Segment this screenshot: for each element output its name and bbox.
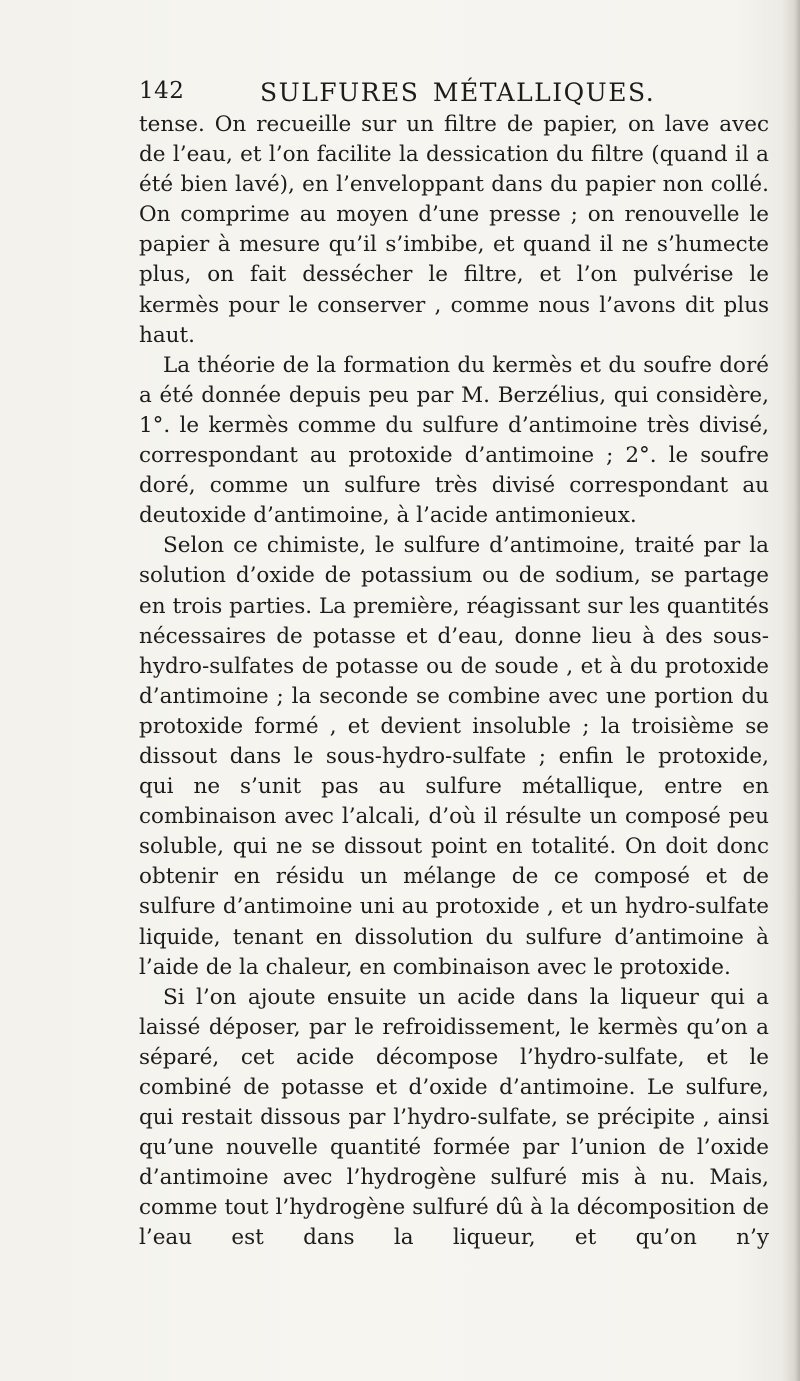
page-number: 142 xyxy=(139,78,185,104)
page-edge-shadow xyxy=(782,0,800,1381)
body-text xyxy=(139,110,769,1254)
running-title: SULFURES MÉTALLIQUES. xyxy=(260,78,656,107)
paragraph-continuation: tense. On recueille sur un filtre de papier, on lave avec de l’eau, et l’on facilite la dessication du filtre (quand il a été bien lavé), en l’enveloppant dans du papier non collé. On comprime au moyen d’une presse ; on renouvelle le papier à mesure qu’il s’imbibe, et quand il ne s’humecte plus, on fait dessécher le filtre, et l’on pulvérise le kermès pour le conserver , comme nous l’avons dit plus haut. xyxy=(139,112,769,348)
page-header xyxy=(139,78,799,114)
paragraph-selon-ce-chimiste: Selon ce chimiste, le sulfure d’antimoine, traité par la solution d’oxide de potassium ou de sodium, se partage en trois parties. La première, réagissant sur les quantités nécessaires de potasse et d’eau, donne lieu à des sous-hydro-sulfates de potasse ou de soude , et à du protoxide d’antimoine ; la seconde se combine avec une portion du protoxide formé , et devient insoluble ; la troisième se dissout dans le sous-hydro-sulfate ; enfin le protoxide, qui ne s’unit pas au sulfure métallique, entre en combinaison avec l’alcali, d’où il résulte un composé peu soluble, qui ne se dissout point en totalité. On doit donc obtenir en résidu un mélange de ce composé et de sulfure d’antimoine uni au protoxide , et un hydro-sulfate liquide, tenant en dissolution du sulfure d’antimoine à l’aide de la chaleur, en combinaison avec le protoxide. xyxy=(139,533,769,980)
paragraph-acide: Si l’on ajoute ensuite un acide dans la liqueur qui a laissé déposer, par le refroidissement, le kermès qu’on a séparé, cet acide décompose l’hydro-sulfate, et le combiné de potasse et d’oxide d’antimoine. Le sulfure, qui restait dissous par l’hydro-sulfate, se précipite , ainsi qu’une nouvelle quantité formée par l’union de l’oxide d’antimoine avec l’hydrogène sulfuré mis à nu. Mais, comme tout l’hydrogène sulfuré dû à la décomposition de l’eau est dans la liqueur, et qu’on n’y xyxy=(139,984,769,1251)
paragraph-theorie: La théorie de la formation du kermès et du soufre doré a été donnée depuis peu par M. Berzélius, qui considère, 1°. le kermès comme du sulfure d’antimoine très divisé, correspondant au protoxide d’antimoine ; 2°. le soufre doré, comme un sulfure très divisé correspondant au deutoxide d’antimoine, à l’acide antimonieux. xyxy=(139,352,769,529)
